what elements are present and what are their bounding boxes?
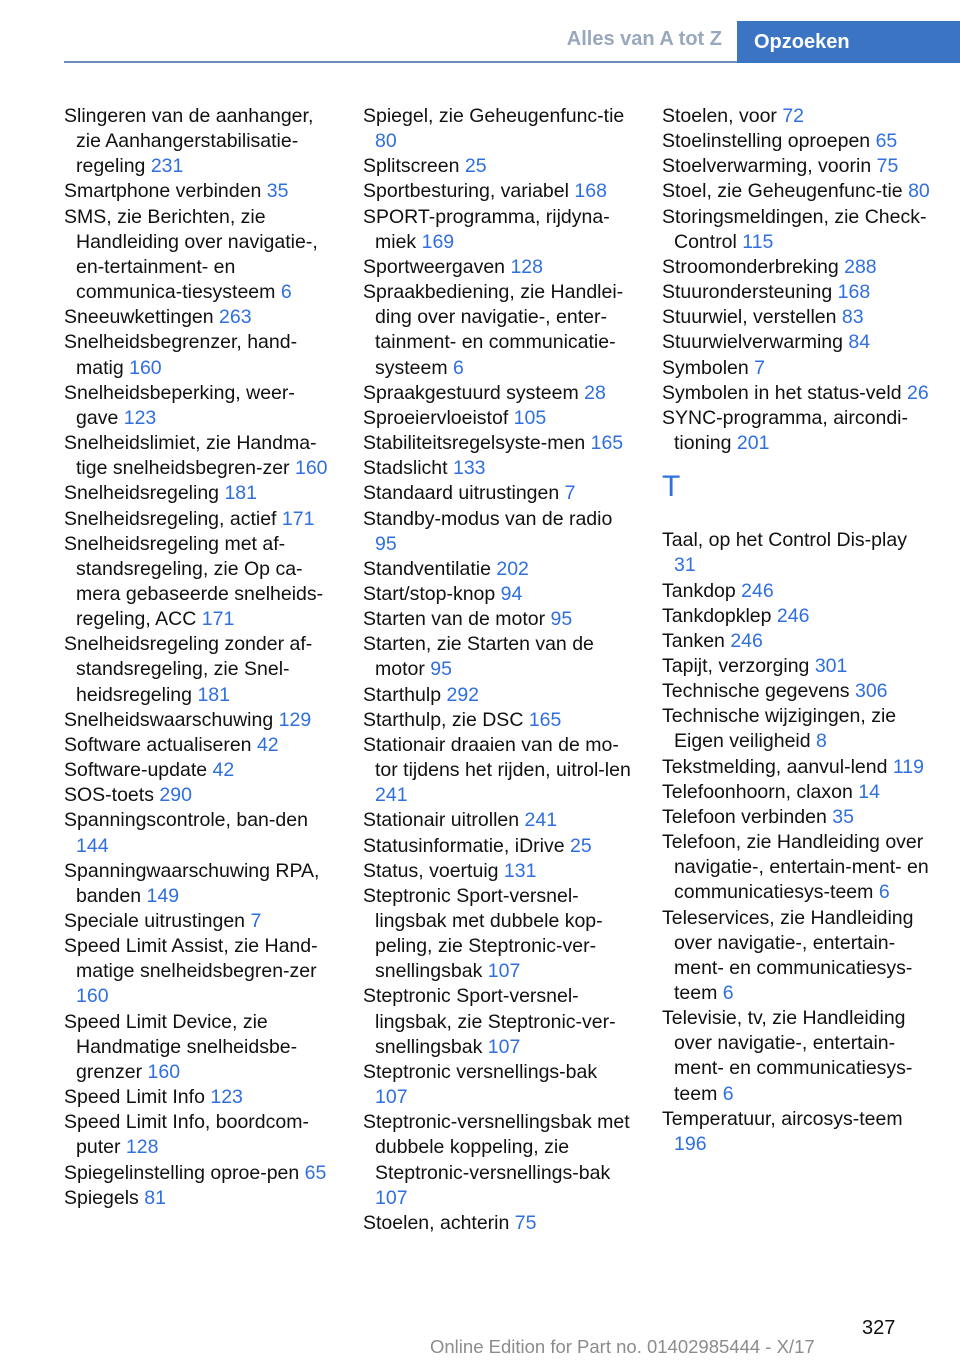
page-reference-link[interactable]: 95	[375, 532, 397, 555]
index-entry	[363, 205, 631, 255]
page-reference-link[interactable]: 128	[510, 255, 543, 278]
index-entry	[662, 528, 930, 578]
index-entry	[64, 909, 332, 934]
page-reference-link[interactable]: 105	[513, 406, 547, 429]
page-reference-link[interactable]: 168	[574, 180, 607, 203]
index-entry	[662, 154, 930, 179]
index-entry	[662, 679, 930, 704]
index-entry	[363, 582, 631, 607]
page-reference-link[interactable]: 115	[742, 230, 774, 253]
entry-term: Tekstmelding, aanvul-lend	[662, 755, 888, 778]
page-reference-link[interactable]: 42	[212, 759, 235, 782]
entry-term: Steptronic versnellings-bak	[363, 1060, 598, 1083]
page-reference-link[interactable]: 288	[844, 255, 877, 278]
entry-term: Stoelen, achterin	[363, 1211, 510, 1234]
page-reference-link[interactable]: 95	[430, 658, 452, 681]
page-reference-link[interactable]: 84	[848, 331, 871, 354]
entry-term: Snelheidsregeling	[64, 482, 220, 505]
page-reference-link[interactable]: 6	[722, 982, 734, 1004]
page-reference-link[interactable]: 65	[304, 1161, 327, 1184]
entry-term: Snelheidsregeling, actief	[64, 507, 277, 530]
entry-term: Slingeren van de aanhanger, zie Aanhangerstabilisatie-regeling	[64, 105, 314, 178]
page-reference-link[interactable]: 35	[832, 805, 854, 828]
entry-term: Spiegel, zie Geheugenfunc-tie	[363, 105, 625, 127]
entry-term: Symbolen	[662, 356, 749, 379]
entry-term: Stadslicht	[363, 457, 448, 480]
index-entry	[64, 532, 332, 633]
entry-term: Technische wijzigingen, zie Eigen veiligheid	[662, 705, 897, 753]
page-reference-link[interactable]: 6	[722, 1082, 734, 1105]
index-entry	[363, 1060, 631, 1110]
index-entry	[64, 205, 332, 306]
index-entry	[363, 1110, 631, 1211]
index-entry	[64, 1186, 332, 1211]
index-entry	[64, 632, 332, 707]
index-entry	[662, 1107, 930, 1157]
index-entry	[662, 830, 930, 905]
entry-term: Snelheidsregeling zonder af-standsregeling, zie Snel-heidsregeling	[64, 633, 313, 706]
index-entry	[64, 104, 332, 179]
index-entry	[363, 406, 631, 431]
index-entry	[662, 780, 930, 805]
entry-term: Sportbesturing, variabel	[363, 180, 569, 203]
index-entry	[363, 632, 631, 682]
entry-term: Steptronic Sport-versnel-lingsbak, zie Steptronic-ver-snellingsbak	[363, 985, 616, 1058]
index-entry	[363, 607, 631, 632]
index-entry	[363, 280, 631, 381]
index-entry	[64, 859, 332, 909]
page-reference-link[interactable]: 292	[446, 683, 480, 706]
page-reference-link[interactable]: 133	[452, 457, 486, 480]
page-reference-link[interactable]: 94	[500, 582, 523, 605]
page-reference-link[interactable]: 107	[487, 960, 521, 983]
page-reference-link[interactable]: 160	[147, 1060, 181, 1083]
index-column-2	[363, 104, 631, 1236]
entry-term: Telefoonhoorn, claxon	[662, 780, 853, 803]
index-entry	[662, 406, 930, 456]
page-reference-link[interactable]: 107	[487, 1035, 521, 1058]
entry-term: SOS-toets	[64, 784, 154, 807]
entry-term: Snelheidswaarschuwing	[64, 708, 274, 731]
index-entry	[64, 481, 332, 506]
page-reference-link[interactable]: 246	[741, 579, 774, 602]
index-entry	[363, 507, 631, 557]
entry-term: Spiegels	[64, 1186, 139, 1209]
page-reference-link[interactable]: 14	[858, 780, 880, 803]
entry-term: Stationair draaien van de mo-tor tijdens het rijden, uitrol-len	[363, 733, 631, 782]
index-entry	[662, 179, 930, 204]
page-reference-link[interactable]: 168	[837, 281, 871, 304]
page-reference-link[interactable]: 171	[281, 507, 315, 530]
index-entry	[662, 205, 930, 255]
entry-term: Software-update	[64, 759, 208, 782]
entry-term: Telefoon, zie Handleiding over navigatie-, entertain-ment- en communicatiesys-teem	[662, 831, 929, 904]
entry-term: Stoelinstelling oproepen	[662, 130, 871, 153]
page-reference-link[interactable]: 65	[875, 130, 898, 153]
entry-term: Status, voertuig	[363, 859, 499, 882]
entry-term: Start/stop-knop	[363, 582, 496, 605]
entry-term: Stoelverwarming, voorin	[662, 155, 872, 178]
index-entry	[64, 431, 332, 481]
entry-term: Starthulp, zie DSC	[363, 708, 524, 731]
page-reference-link[interactable]: 7	[754, 356, 765, 379]
index-entry	[64, 305, 332, 330]
page-reference-link[interactable]: 35	[266, 180, 289, 203]
entry-term: Snelheidslimiet, zie Handma-tige snelheidsbegren-zer	[64, 432, 317, 480]
entry-term: Steptronic Sport-versnel-lingsbak met dubbele kop-peling, zie Steptronic-ver-snellingsbak	[363, 884, 603, 983]
entry-term: Starten, zie Starten van de motor	[363, 633, 594, 681]
index-entry	[662, 1006, 930, 1107]
page-reference-link[interactable]: 8	[816, 730, 827, 753]
index-entry	[64, 381, 332, 431]
page-reference-link[interactable]: 160	[76, 985, 109, 1008]
index-entry	[363, 884, 631, 985]
page-reference-link[interactable]: 7	[564, 482, 576, 505]
index-entry	[363, 733, 631, 808]
entry-term: Snelheidsbeperking, weer-gave	[64, 381, 295, 429]
entry-term: Snelheidsregeling met af-standsregeling, zie Op ca-mera gebaseerde snelheids-regeling, ACC	[64, 532, 324, 631]
entry-term: Starthulp	[363, 683, 442, 706]
page-reference-link[interactable]: 171	[201, 608, 235, 631]
entry-term: Speed Limit Assist, zie Hand-matige snelheidsbegren-zer	[64, 935, 318, 983]
entry-term: Temperatuur, aircosys-teem	[662, 1107, 903, 1130]
page-reference-link[interactable]: 31	[674, 554, 696, 577]
entry-term: Technische gegevens	[662, 680, 850, 703]
entry-term: Stroomonderbreking	[662, 255, 839, 278]
index-entry	[64, 934, 332, 1009]
page-reference-link[interactable]: 123	[123, 406, 157, 429]
entry-term: Spraakgestuurd systeem	[363, 381, 579, 404]
index-entry	[662, 356, 930, 381]
entry-term: Sportweergaven	[363, 255, 506, 278]
entry-term: SPORT-programma, rijdyna-miek	[363, 205, 610, 253]
entry-term: Spanningscontrole, ban-den	[64, 809, 308, 832]
page-reference-link[interactable]: 128	[125, 1136, 159, 1159]
page-reference-link[interactable]: 107	[375, 1086, 408, 1109]
entry-term: Stabiliteitsregelsyste-men	[363, 432, 586, 455]
page-reference-link[interactable]: 169	[421, 230, 455, 253]
page-reference-link[interactable]: 72	[782, 105, 805, 127]
page-reference-link[interactable]: 301	[814, 654, 848, 677]
entry-term: Spanningwaarschuwing RPA, banden	[64, 859, 320, 907]
index-entry	[363, 984, 631, 1059]
entry-term: Telefoon verbinden	[662, 805, 827, 828]
index-entry	[64, 783, 332, 808]
page-reference-link[interactable]: 181	[197, 683, 230, 706]
page-reference-link[interactable]: 107	[375, 1186, 408, 1209]
page-reference-link[interactable]: 165	[528, 708, 562, 731]
entry-term: Storingsmeldingen, zie Check-Control	[662, 205, 927, 253]
header-tab: Opzoeken	[737, 21, 960, 63]
index-entry	[662, 280, 930, 305]
index-entry	[363, 154, 631, 179]
entry-term: Speed Limit Info, boordcom-puter	[64, 1111, 309, 1159]
page-reference-link[interactable]: 196	[674, 1132, 707, 1155]
page-reference-link[interactable]: 144	[76, 834, 109, 857]
entry-term: Stuurwiel, verstellen	[662, 306, 837, 329]
index-entry	[64, 330, 332, 380]
entry-term: Symbolen in het status-veld	[662, 381, 902, 404]
index-entry	[662, 104, 930, 129]
index-entry	[64, 733, 332, 758]
page-reference-link[interactable]: 246	[776, 604, 810, 627]
index-entry	[662, 805, 930, 830]
index-entry	[64, 758, 332, 783]
index-entry	[363, 859, 631, 884]
entry-term: Spraakbediening, zie Handlei-ding over navigatie-, enter-tainment- en communicatie-systeem	[363, 281, 624, 379]
entry-term: Speciale uitrustingen	[64, 910, 246, 932]
entry-term: Sneeuwkettingen	[64, 306, 214, 329]
index-entry	[64, 507, 332, 532]
index-entry	[662, 330, 930, 355]
entry-term: Sproeiervloeistof	[363, 406, 509, 429]
index-entry	[363, 179, 631, 204]
page-reference-link[interactable]: 119	[892, 755, 924, 778]
entry-term: Stationair uitrollen	[363, 809, 520, 832]
page-reference-link[interactable]: 160	[129, 356, 162, 379]
page-reference-link[interactable]: 241	[375, 784, 408, 807]
page-reference-link[interactable]: 75	[876, 155, 899, 178]
index-entry	[363, 557, 631, 582]
index-entry	[64, 1161, 332, 1186]
entry-term: Tankdopklep	[662, 604, 772, 627]
page-reference-link[interactable]: 241	[524, 809, 558, 832]
page-reference-link[interactable]: 80	[908, 180, 930, 203]
index-entry	[363, 481, 631, 506]
page-reference-link[interactable]: 231	[150, 155, 184, 178]
index-entry	[64, 1010, 332, 1085]
page-reference-link[interactable]: 81	[144, 1186, 166, 1209]
page-reference-link[interactable]: 123	[210, 1086, 243, 1109]
page-reference-link[interactable]: 181	[224, 482, 257, 505]
page-reference-link[interactable]: 95	[550, 608, 573, 631]
entry-term: Smartphone verbinden	[64, 180, 262, 203]
entry-term: Steptronic-versnellingsbak met dubbele koppeling, zie Steptronic-versnellings-bak	[363, 1111, 630, 1184]
entry-term: Standby-modus van de radio	[363, 507, 613, 530]
index-entry	[363, 456, 631, 481]
entry-term: Tapijt, verzorging	[662, 654, 810, 677]
index-entry	[662, 381, 930, 406]
index-entry	[662, 906, 930, 1007]
page-reference-link[interactable]: 80	[375, 130, 397, 153]
entry-term: Stoel, zie Geheugenfunc-tie	[662, 180, 903, 203]
page-reference-link[interactable]: 25	[570, 834, 592, 857]
page-reference-link[interactable]: 6	[878, 881, 890, 904]
entry-term: Tanken	[662, 629, 725, 652]
page-reference-link[interactable]: 6	[453, 356, 464, 379]
page-reference-link[interactable]: 306	[854, 680, 888, 703]
index-entry	[363, 708, 631, 733]
index-entry	[662, 654, 930, 679]
page-reference-link[interactable]: 129	[278, 708, 312, 731]
page-reference-link[interactable]: 7	[250, 910, 262, 932]
entry-term: Standaard uitrustingen	[363, 482, 560, 505]
page-reference-link[interactable]: 28	[584, 381, 606, 404]
index-entry	[662, 604, 930, 629]
entry-term: Taal, op het Control Dis-play	[662, 529, 907, 552]
page-reference-link[interactable]: 246	[730, 629, 763, 652]
entry-term: Speed Limit Device, zie Handmatige snelheidsbe-grenzer	[64, 1010, 298, 1083]
page-reference-link[interactable]: 263	[219, 306, 252, 329]
entry-term: Stuurondersteuning	[662, 281, 833, 304]
page-number: 327	[862, 1317, 896, 1339]
header-section-title: Alles van A tot Z	[566, 28, 722, 50]
entry-term: Snelheidsbegrenzer, hand-matig	[64, 331, 298, 379]
page-reference-link[interactable]: 160	[294, 457, 328, 480]
index-entry	[363, 431, 631, 456]
entry-term: Standventilatie	[363, 557, 491, 580]
entry-term: Starten van de motor	[363, 608, 546, 631]
page-reference-link[interactable]: 42	[256, 733, 279, 756]
index-entry	[64, 179, 332, 204]
page-reference-link[interactable]: 165	[590, 432, 624, 455]
index-entry	[363, 1211, 631, 1236]
index-entry	[363, 683, 631, 708]
footer-edition: Online Edition for Part no. 01402985444 - X/17	[430, 1336, 815, 1357]
index-entry	[662, 579, 930, 604]
index-entry	[64, 1085, 332, 1110]
index-entry	[64, 708, 332, 733]
entry-term: Splitscreen	[363, 155, 460, 178]
index-entry	[662, 305, 930, 330]
index-entry	[363, 808, 631, 833]
index-entry	[363, 834, 631, 859]
entry-term: Teleservices, zie Handleiding over navigatie-, entertain-ment- en communicatiesys-teem	[662, 906, 914, 1004]
page-reference-link[interactable]: 149	[146, 884, 180, 907]
entry-term: Tankdop	[662, 579, 736, 602]
page-reference-link[interactable]: 201	[736, 432, 770, 455]
index-entry	[363, 381, 631, 406]
entry-term: Speed Limit Info	[64, 1086, 205, 1109]
page-reference-link[interactable]: 202	[496, 557, 529, 580]
page-reference-link[interactable]: 131	[503, 859, 537, 882]
page-reference-link[interactable]: 25	[464, 155, 487, 178]
index-entry	[662, 255, 930, 280]
entry-term: Televisie, tv, zie Handleiding over navigatie-, entertain-ment- en communicatiesys-teem	[662, 1007, 913, 1105]
entry-term: Stuurwielverwarming	[662, 331, 843, 354]
index-entry	[64, 1110, 332, 1160]
entry-term: Stoelen, voor	[662, 105, 777, 127]
index-entry	[363, 104, 631, 154]
index-column-1	[64, 104, 332, 1211]
entry-term: Spiegelinstelling oproe-pen	[64, 1161, 300, 1184]
entry-term: SMS, zie Berichten, zie Handleiding over navigatie-, en-tertainment- en communica-tiesysteem	[64, 205, 318, 304]
index-entry	[662, 704, 930, 754]
index-entry	[662, 629, 930, 654]
page-reference-link[interactable]: 290	[159, 784, 192, 807]
page-reference-link[interactable]: 75	[514, 1211, 537, 1234]
page-reference-link[interactable]: 6	[280, 281, 292, 304]
letter-heading: T	[662, 470, 681, 504]
entry-term: Software actualiseren	[64, 733, 252, 756]
index-entry	[662, 129, 930, 154]
index-entry	[363, 255, 631, 280]
index-entry	[64, 808, 332, 858]
index-column-3	[662, 104, 930, 1157]
page-reference-link[interactable]: 83	[841, 306, 864, 329]
index-entry	[662, 755, 930, 780]
entry-term: SYNC-programma, aircondi-tioning	[662, 406, 908, 455]
entry-term: Statusinformatie, iDrive	[363, 834, 565, 857]
page-reference-link[interactable]: 26	[906, 381, 929, 404]
